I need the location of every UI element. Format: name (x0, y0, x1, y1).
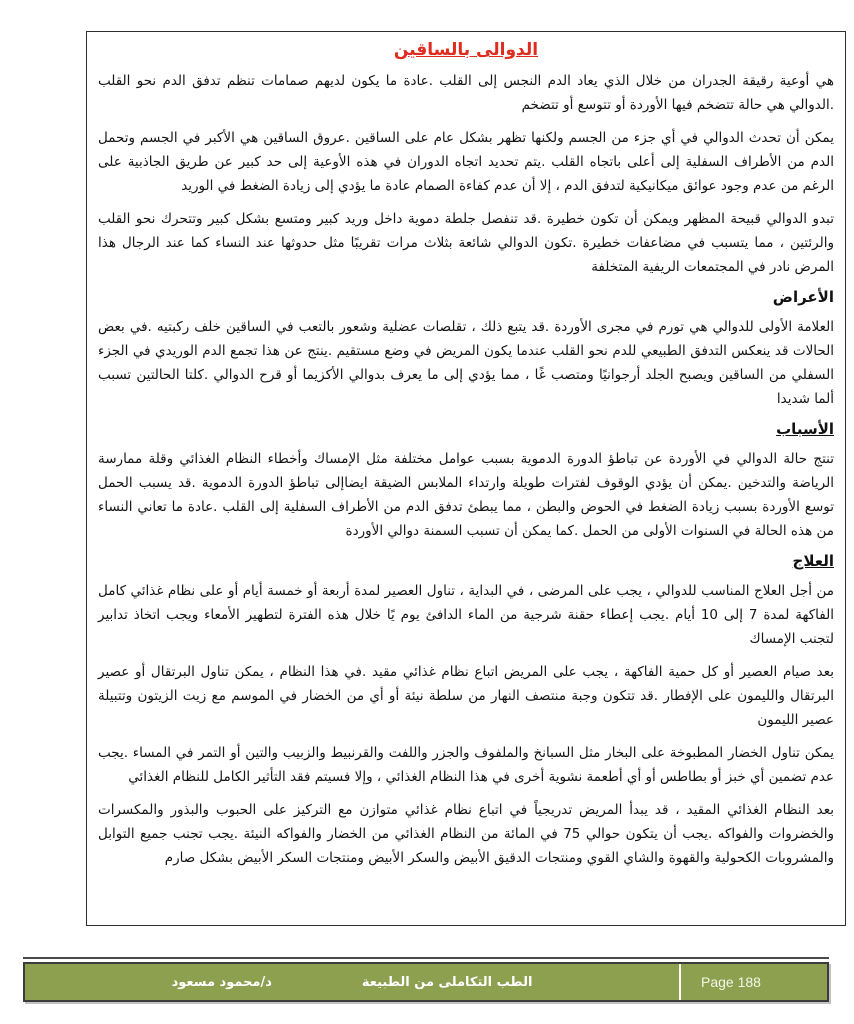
page-footer (23, 957, 829, 1002)
paragraph: العلامة الأولى للدوالي هي تورم في مجرى الأوردة .قد يتبع ذلك ، تقلصات عضلية وشعور بالتعب في الساقين خلف ركبتيه .في بعض الحالات قد ينعكس التدفق الطبيعي للدم نحو القلب عندما يكون المريض في وضع مستقيم .ينتج عن هذا تجمع الدم الوريدي في الجزء السفلي من الساقين ويصبح الجلد أرجوانيًا ومتصب غًا ، مما يؤدي إلى ما يعرف بدوالي الأكزيما أو قرح الدوالي .كلتا الحالتين تسبب ألما شديدا (98, 319, 834, 407)
paragraph: من أجل العلاج المناسب للدوالي ، يجب على المرضى ، في البداية ، تناول العصير لمدة أربعة أو خمسة أيام أو على نظام غذائي كامل الفاكهة لمدة 7 إلى 10 أيام .يجب إعطاء حقنة شرجية من الماء الدافئ يوم يًا خلال هذه الفترة لتطهير الأمعاء ويجب اتخاذ تدابير لتجنب الإمساك (98, 583, 834, 647)
paragraph: هي أوعية رقيقة الجدران من خلال الذي يعاد الدم النجس إلى القلب .عادة ما يكون لديهم صمامات تنظم تدفق الدم نحو القلب .الدوالي هي حالة تتضخم فيها الأوردة أو تتوسع أو تتضخم (98, 73, 834, 113)
section-heading-symptoms: الأعراض (772, 288, 834, 306)
section-heading-treatment: العلاج (792, 552, 834, 570)
paragraph: يمكن أن تحدث الدوالي في أي جزء من الجسم ولكنها تظهر بشكل عام على الساقين .عروق الساقين هي الأكبر في الجسم وتحمل الدم من الأطراف السفلية إلى أعلى باتجاه القلب .يتم تحديد اتجاه الدوران في هذه الأوعية إلى حد كبير عن طريق الجاذبية على الرغم من عدم وجود عوائق ميكانيكية لتدفق الدم ، إلا أن عدم كفاءة الصمام عادة ما يؤدي إلى زيادة الضغط في الوريد (98, 130, 834, 194)
paragraph: تبدو الدوالي قبيحة المظهر ويمكن أن تكون خطيرة .قد تنفصل جلطة دموية داخل وريد كبير ومتسع بشكل كبير وتتحرك نحو القلب والرئتين ، مما يتسبب في مضاعفات خطيرة .تكون الدوالي شائعة بثلاث مرات تقريبًا مثل حدوثها عند النساء كما عند الرجال هذا المرض نادر في المجتمعات الريفية المتخلفة (98, 211, 834, 275)
page-number-label: Page 188 (701, 974, 761, 990)
paragraph: يمكن تناول الخضار المطبوخة على البخار مثل السبانخ والملفوف والجزر واللفت والقرنبيط والزبيب والتين أو التمر في المساء .يجب عدم تضمين أي خبز أو بطاطس أو أي أطعمة نشوية أخرى في هذا النظام الغذائي ، وإلا فسيتم فقد التأثير الكامل للنظام الغذائي (98, 745, 834, 785)
footer-bar (23, 962, 829, 1002)
footer-page-cell (681, 964, 827, 1000)
footer-top-rule (23, 957, 829, 959)
section-heading-causes: الأسباب (776, 420, 834, 438)
paragraph: بعد صيام العصير أو كل حمية الفاكهة ، يجب على المريض اتباع نظام غذائي مقيد .في هذا النظام ، يمكن تناول البرتقال أو عصير البرتقال والليمون على الإفطار .قد تتكون وجبة منتصف النهار من سلطة نيئة أو أي من الخضار في الموسم مع زيت الزيتون وتتبيلة عصير الليمون (98, 664, 834, 728)
footer-book-title: الطب التكاملى من الطبيعة (361, 974, 533, 990)
footer-book-info (25, 964, 679, 1000)
paragraph: تنتج حالة الدوالي في الأوردة عن تباطؤ الدورة الدموية بسبب عوامل مختلفة مثل الإمساك وأخطاء النظام الغذائي وقلة ممارسة الرياضة والتدخين .يمكن أن يؤدي الوقوف لفترات طويلة وارتداء الملابس الضيقة ايضاإلى تباطؤ الدورة الدموية .قد يسبب الحمل توسع الأوردة بسبب زيادة الضغط في الحوض والبطن ، مما يبطئ تدفق الدم من الأطراف السفلية إلى القلب .عادة ما تعاني النساء من هذه الحالة في السنوات الأولى من الحمل .كما يمكن أن تسبب السمنة دوالي الأوردة (98, 451, 834, 539)
page-content-frame (86, 31, 846, 926)
footer-author: د/محمود مسعود (171, 974, 272, 990)
page-title: الدوالى بالساقين (393, 40, 539, 60)
paragraph: بعد النظام الغذائي المقيد ، قد يبدأ المريض تدريجياً في اتباع نظام غذائي متوازن مع التركيز على الحبوب والبذور والمكسرات والخضروات والفواكه .يجب أن يتكون حوالي 75 في المائة من النظام الغذائي من الخضار والفواكه النيئة .يجب تجنب جميع التوابل والمشروبات الكحولية والقهوة والشاي القوي ومنتجات الدقيق الأبيض والسكر الأبيض ومنتجات السكر الأبيض بشكل صارم (98, 802, 834, 866)
